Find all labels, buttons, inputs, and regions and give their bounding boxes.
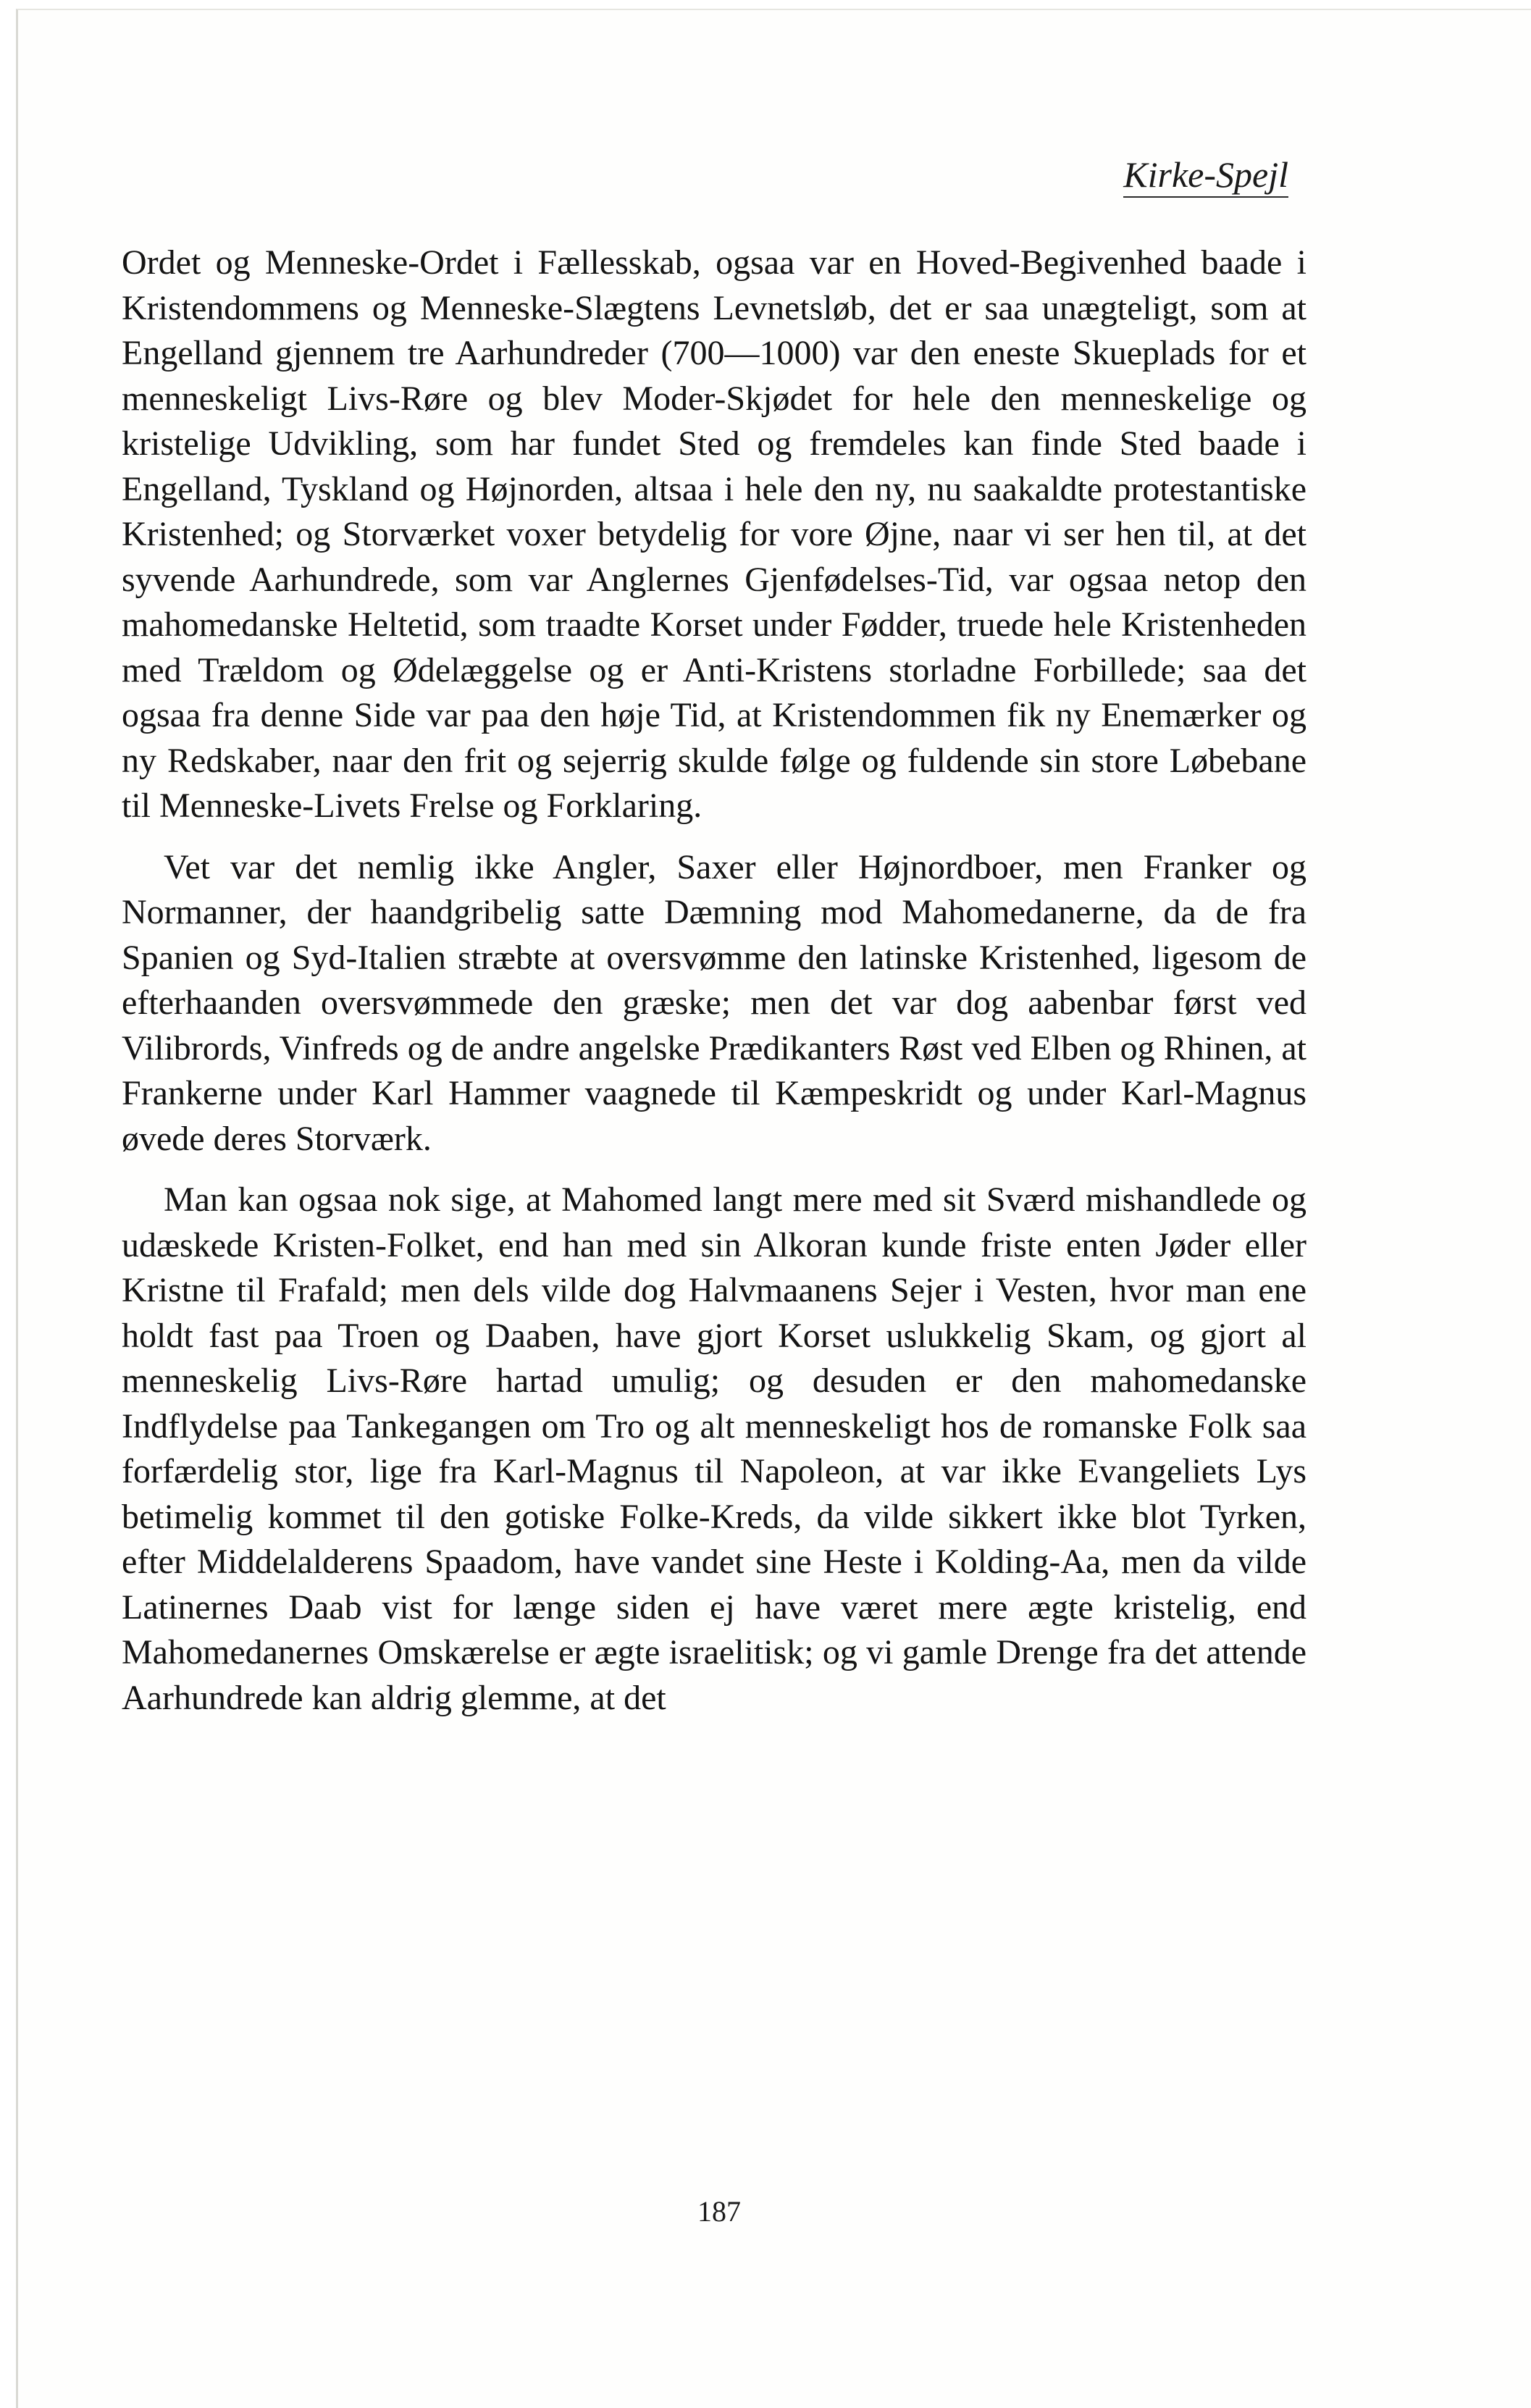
paragraph-3: Man kan ogsaa nok sige, at Mahomed langt mere med sit Sværd mishandlede og udæskede Kristen-Folket, end han med sin Alkoran kunde friste enten Jøder eller Kristne til Frafald; men dels vilde dog Halvmaanens Sejer i Vesten, hvor man ene holdt fast paa Troen og Daaben, have gjort Korset uslukkelig Skam, og gjort al menneskelig Livs-Røre hartad umulig; og desuden er den mahomedanske Indflydelse paa Tankegangen om Tro og alt menneskeligt hos de romanske Folk saa forfærdelig stor, lige fra Karl-Magnus til Napoleon, at var ikke Evangeliets Lys betimelig kommet til den gotiske Folke-Kreds, da vilde sikkert ikke blot Tyrken, efter Middelalderens Spaadom, have vandet sine Heste i Kolding-Aa, men da vilde Latinernes Daab vist for længe siden ej have været mere ægte kristelig, end Mahomedanernes Omskærelse er ægte israelitisk; og vi gamle Drenge fra det attende Aarhundrede kan aldrig glemme, at det (122, 1180, 1306, 1717)
running-header-title: Kirke-Spejl (1123, 155, 1288, 198)
body-text (122, 240, 1306, 1721)
paragraph-1: Ordet og Menneske-Ordet i Fællesskab, ogsaa var en Hoved-Begivenhed baade i Kristendommens og Menneske-Slægtens Levnetsløb, det er saa unægteligt, som at Engelland gjennem tre Aarhundreder (700—1000) var den eneste Skueplads for et menneskeligt Livs-Røre og blev Moder-Skjødet for hele den menneskelige og kristelige Udvikling, som har fundet Sted og fremdeles kan finde Sted baade i Engelland, Tyskland og Højnorden, altsaa i hele den ny, nu saakaldte protestantiske Kristenhed; og Storværket voxer betydelig for vore Øjne, naar vi ser hen til, at det syvende Aarhundrede, som var Anglernes Gjenfødelses-Tid, var ogsaa netop den mahomedanske Heltetid, som traadte Korset under Fødder, truede hele Kristenheden med Trældom og Ødelæggelse og er Anti-Kristens storladne Forbillede; saa det ogsaa fra denne Side var paa den høje Tid, at Kristendommen fik ny Enemærker og ny Redskaber, naar den frit og sejerrig skulde følge og fuldende sin store Løbebane til Menneske-Livets Frelse og Forklaring. (122, 243, 1306, 825)
book-page (16, 9, 1531, 2408)
paragraph-2: Vet var det nemlig ikke Angler, Saxer eller Højnordboer, men Franker og Normanner, der haandgribelig satte Dæmning mod Mahomedanerne, da de fra Spanien og Syd-Italien stræbte at oversvømme den latinske Kristenhed, ligesom de efterhaanden oversvømmede den græske; men det var dog aabenbar først ved Vilibrords, Vinfreds og de andre angelske Prædikanters Røst ved Elben og Rhinen, at Frankerne under Karl Hammer vaagnede til Kæmpeskridt og under Karl-Magnus øvede deres Storværk. (122, 847, 1306, 1158)
page-number: 187 (697, 2195, 741, 2228)
